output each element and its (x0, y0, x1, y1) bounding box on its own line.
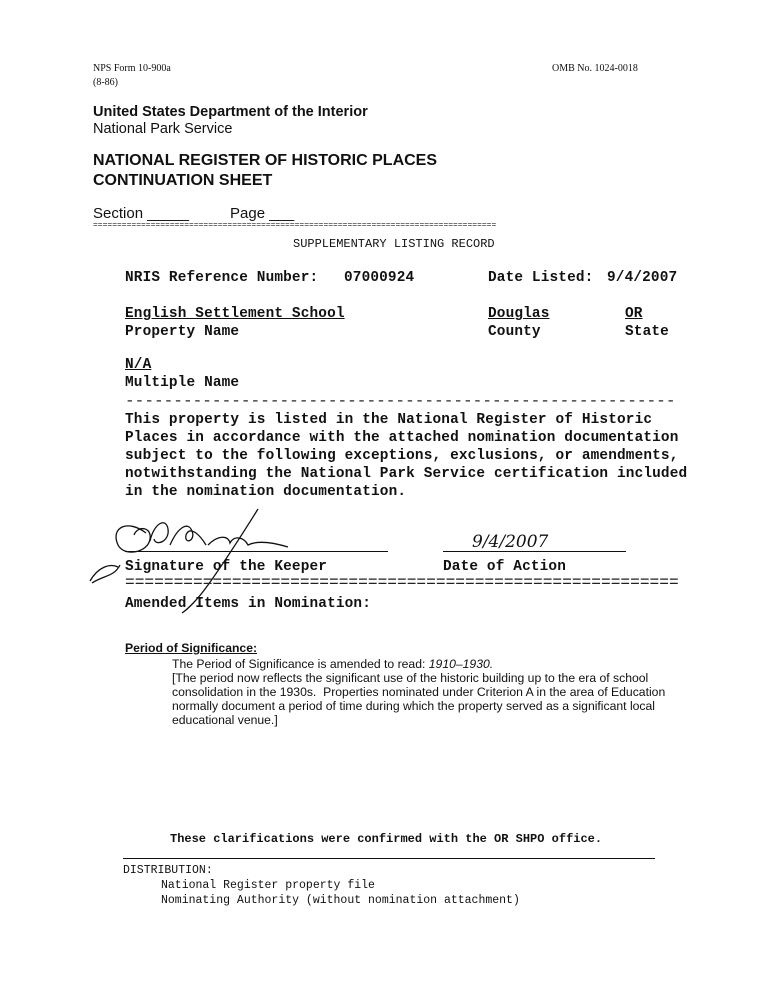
department-name: United States Department of the Interior (93, 104, 368, 120)
statement-line: in the nomination documentation. (125, 484, 407, 500)
statement-line: subject to the following exceptions, exclusions, or amendments, (125, 448, 679, 464)
county-label: County (488, 324, 541, 340)
multiple-name-label: Multiple Name (125, 375, 240, 391)
distribution-item: Nominating Authority (without nomination attachment) (161, 894, 520, 907)
state-value: OR (625, 306, 643, 322)
explanation-line: educational venue.] (172, 713, 278, 727)
distribution-divider (123, 858, 655, 859)
clarification-note: These clarifications were confirmed with the OR SHPO office. (170, 832, 603, 846)
statement-line: notwithstanding the National Park Service certification included (125, 466, 688, 482)
period-text-prefix: The Period of Significance is amended to read: (172, 657, 429, 671)
property-name-value: English Settlement School (125, 306, 345, 322)
period-heading: Period of Significance: (125, 641, 258, 655)
multiple-name-value: N/A (125, 357, 152, 373)
agency-name: National Park Service (93, 121, 233, 137)
signature-line (125, 551, 388, 552)
statement-line: Places in accordance with the attached nomination documentation (125, 430, 679, 446)
county-value: Douglas (488, 306, 550, 322)
document-subtitle: CONTINUATION SHEET (93, 172, 273, 189)
explanation-line: [The period now reflects the significant use of the historic building up to the era of school (172, 671, 649, 685)
date-listed-value: 9/4/2007 (607, 270, 678, 286)
date-listed-label: Date Listed: (488, 270, 594, 286)
page-field: Page ___ (230, 205, 295, 222)
distribution-item: National Register property file (161, 879, 375, 892)
record-title: SUPPLEMENTARY LISTING RECORD (293, 237, 495, 251)
explanation-line: normally document a period of time during which the property served as a significant local (172, 699, 656, 713)
explanation-line: consolidation in the 1930s. Properties nominated under Criterion A in the area of Education (172, 685, 666, 699)
property-name-label: Property Name (125, 324, 240, 340)
state-label: State (625, 324, 669, 340)
period-amendment (172, 657, 493, 671)
keeper-signature-label: Signature of the Keeper (125, 559, 328, 575)
double-separator-2: ========================================================= (125, 578, 679, 588)
distribution-label: DISTRIBUTION: (123, 864, 213, 877)
omb-number: OMB No. 1024-0018 (552, 63, 638, 74)
action-date-handwritten: 9/4/2007 (472, 532, 549, 552)
period-value: 1910–1930. (428, 657, 494, 671)
date-of-action-label: Date of Action (443, 559, 567, 575)
nris-value: 07000924 (344, 270, 415, 286)
form-number: NPS Form 10-900a (93, 63, 171, 74)
statement-line: This property is listed in the National Register of Historic (125, 412, 653, 428)
amended-items-label: Amended Items in Nomination: (125, 596, 372, 612)
double-separator: ==================================================================================== (93, 222, 497, 230)
document-title: NATIONAL REGISTER OF HISTORIC PLACES (93, 152, 438, 169)
dashed-separator: --------------------------------------------------------- (125, 394, 676, 408)
date-line (443, 551, 626, 552)
nris-label: NRIS Reference Number: (125, 270, 319, 286)
form-revision: (8-86) (93, 77, 118, 88)
section-field: Section _____ (93, 205, 189, 222)
